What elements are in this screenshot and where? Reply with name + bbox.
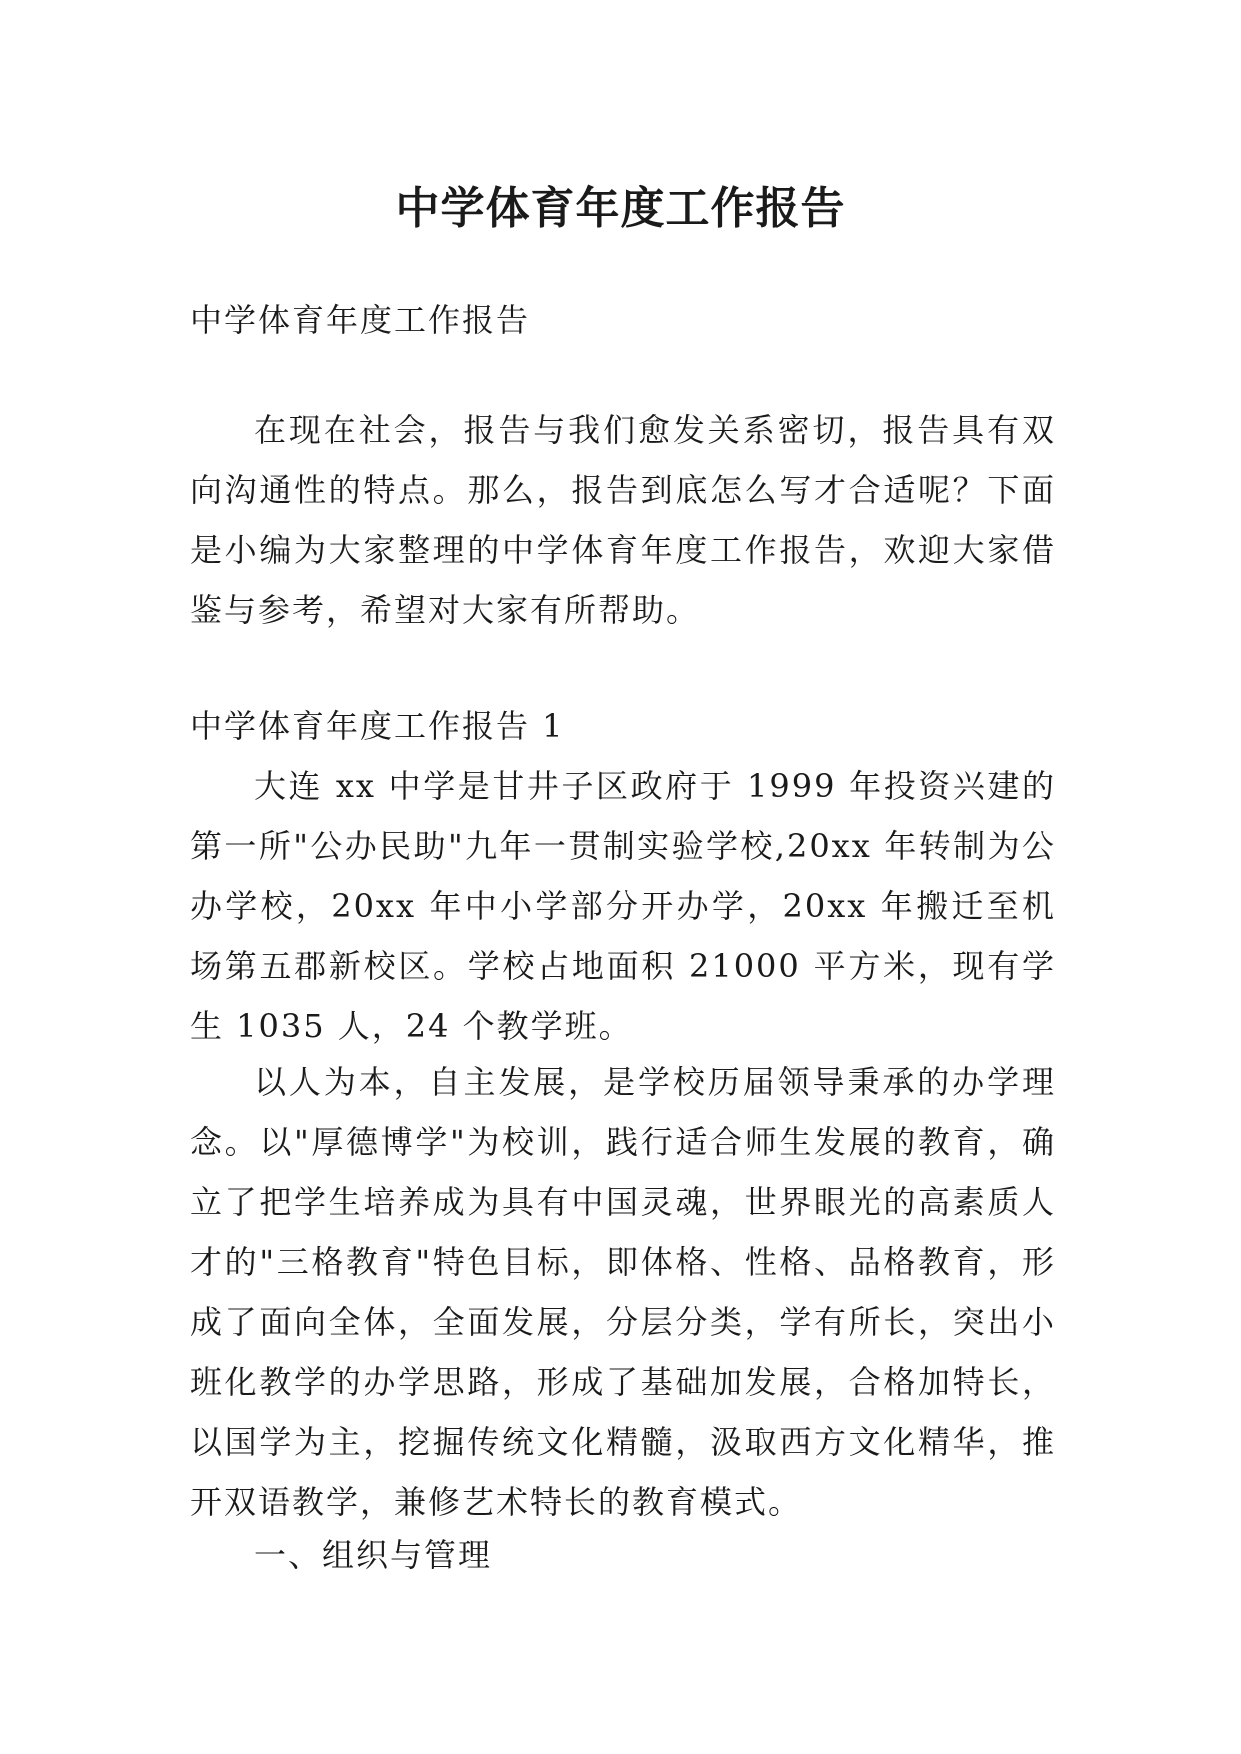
document-subtitle: 中学体育年度工作报告 [190,301,531,339]
document-title: 中学体育年度工作报告 [395,183,846,235]
section-title: 中学体育年度工作报告 1 [190,707,565,745]
body-paragraph-1: 大连 xx 中学是甘井子区政府于 1999 年投资兴建的第一所"公办民助"九年一贯制实验学校,20xx 年转制为公办学校，20xx 年中小学部分开办学，20xx 年搬迁至机场第五郡新校区。学校占地面积 21000 平方米，现有学生 1035 人，24 个教学班。 [190,767,1056,1045]
intro-paragraph: 在现在社会，报告与我们愈发关系密切，报告具有双向沟通性的特点。那么，报告到底怎么写才合适呢？下面是小编为大家整理的中学体育年度工作报告，欢迎大家借鉴与参考，希望对大家有所帮助。 [190,411,1056,629]
section-heading-1: 一、组织与管理 [254,1536,493,1574]
body-paragraph-2: 以人为本，自主发展，是学校历届领导秉承的办学理念。以"厚德博学"为校训，践行适合师生发展的教育，确立了把学生培养成为具有中国灵魂，世界眼光的高素质人才的"三格教育"特色目标，即体格、性格、品格教育，形成了面向全体，全面发展，分层分类，学有所长，突出小班化教学的办学思路，形成了基础加发展，合格加特长，以国学为主，挖掘传统文化精髓，汲取西方文化精华，推开双语教学，兼修艺术特长的教育模式。 [190,1063,1056,1521]
